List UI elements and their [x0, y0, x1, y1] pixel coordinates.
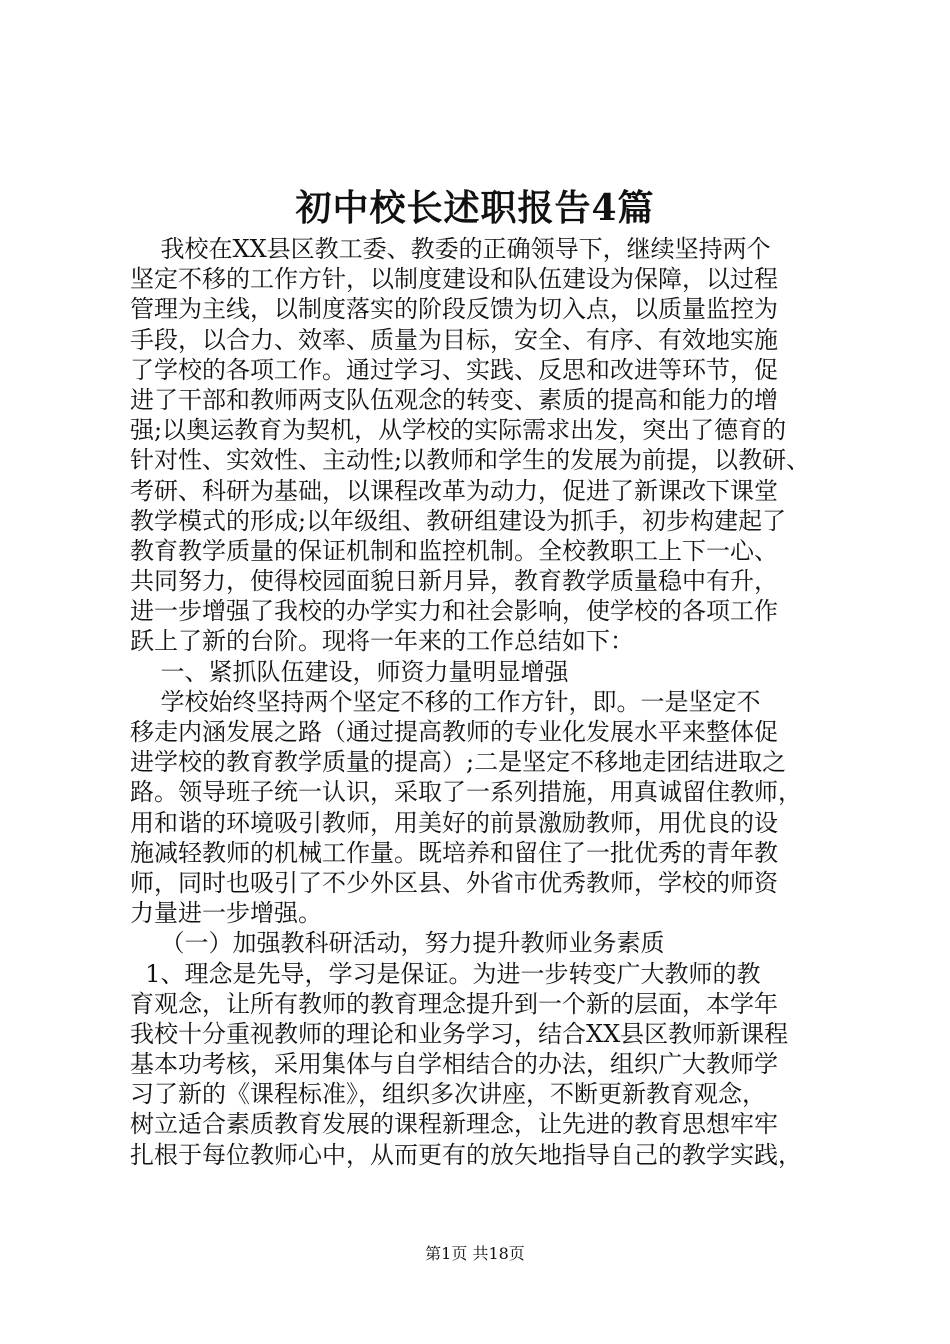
body-line: 强;以奥运教育为契机，从学校的实际需求出发，突出了德育的	[130, 416, 787, 445]
body-line: 我校在XX县区教工委、教委的正确领导下，继续坚持两个	[130, 235, 771, 263]
document-title: 初中校长述职报告4篇	[295, 187, 655, 229]
body-line: 育观念，让所有教师的教育理念提升到一个新的层面，本学年	[130, 989, 778, 1018]
body-line: 路。领导班子统一认识，采取了一系列措施，用真诚留住教师，	[130, 778, 802, 807]
body-line: 进了干部和教师两支队伍观念的转变、素质的提高和能力的增	[130, 385, 778, 414]
page-footer: 第1页 共18页	[425, 1244, 525, 1263]
body-line: 我校十分重视教师的理论和业务学习，结合XX县区教师新课程	[130, 1019, 789, 1048]
body-line: （一）加强教科研活动，努力提升教师业务素质	[130, 929, 665, 958]
body-line: 师，同时也吸引了不少外区县、外省市优秀教师，学校的师资	[130, 868, 778, 897]
body-line: 进一步增强了我校的办学实力和社会影响，使学校的各项工作	[130, 597, 778, 626]
body-line: 了学校的各项工作。通过学习、实践、反思和改进等环节，促	[130, 355, 778, 384]
body-line: 习了新的《课程标准》，组织多次讲座，不断更新教育观念，	[130, 1080, 766, 1109]
body-line: 管理为主线，以制度落实的阶段反馈为切入点，以质量监控为	[130, 295, 778, 324]
body-line: 进学校的教育教学质量的提高）;二是坚定不移地走团结进取之	[130, 748, 787, 777]
body-line: 学校始终坚持两个坚定不移的工作方针，即。一是坚定不	[130, 687, 761, 716]
body-line: 针对性、实效性、主动性;以教师和学生的发展为前提，以教研、	[130, 446, 811, 475]
document-body	[130, 234, 830, 1170]
body-line: 用和谐的环境吸引教师，用美好的前景激励教师，用优良的设	[130, 808, 778, 837]
body-line: 力量进一步增强。	[130, 899, 322, 928]
body-line: 基本功考核，采用集体与自学相结合的办法，组织广大教师学	[130, 1050, 778, 1079]
body-line: 移走内涵发展之路（通过提高教师的专业化发展水平来整体促	[130, 718, 778, 746]
body-line: 树立适合素质教育发展的课程新理念，让先进的教育思想牢牢	[130, 1110, 778, 1139]
body-line: 教学模式的形成;以年级组、教研组建设为抓手，初步构建起了	[130, 506, 787, 535]
body-line: 考研、科研为基础，以课程改革为动力，促进了新课改下课堂	[130, 476, 778, 505]
body-line: 坚定不移的工作方针，以制度建设和队伍建设为保障，以过程	[130, 265, 778, 294]
body-line: 一、紧抓队伍建设，师资力量明显增强	[130, 657, 569, 686]
body-line: 扎根于每位教师心中，从而更有的放矢地指导自己的教学实践，	[130, 1140, 802, 1169]
body-line: 共同努力，使得校园面貌日新月异，教育教学质量稳中有升，	[130, 567, 778, 596]
body-line: 跃上了新的台阶。现将一年来的工作总结如下：	[130, 627, 634, 656]
body-line: 施减轻教师的机械工作量。既培养和留住了一批优秀的青年教	[130, 838, 778, 867]
body-line: 1、理念是先导，学习是保证。为进一步转变广大教师的教	[130, 959, 761, 988]
body-line: 教育教学质量的保证机制和监控机制。全校教职工上下一心、	[130, 536, 778, 565]
body-line: 手段，以合力、效率、质量为目标，安全、有序、有效地实施	[130, 325, 778, 354]
